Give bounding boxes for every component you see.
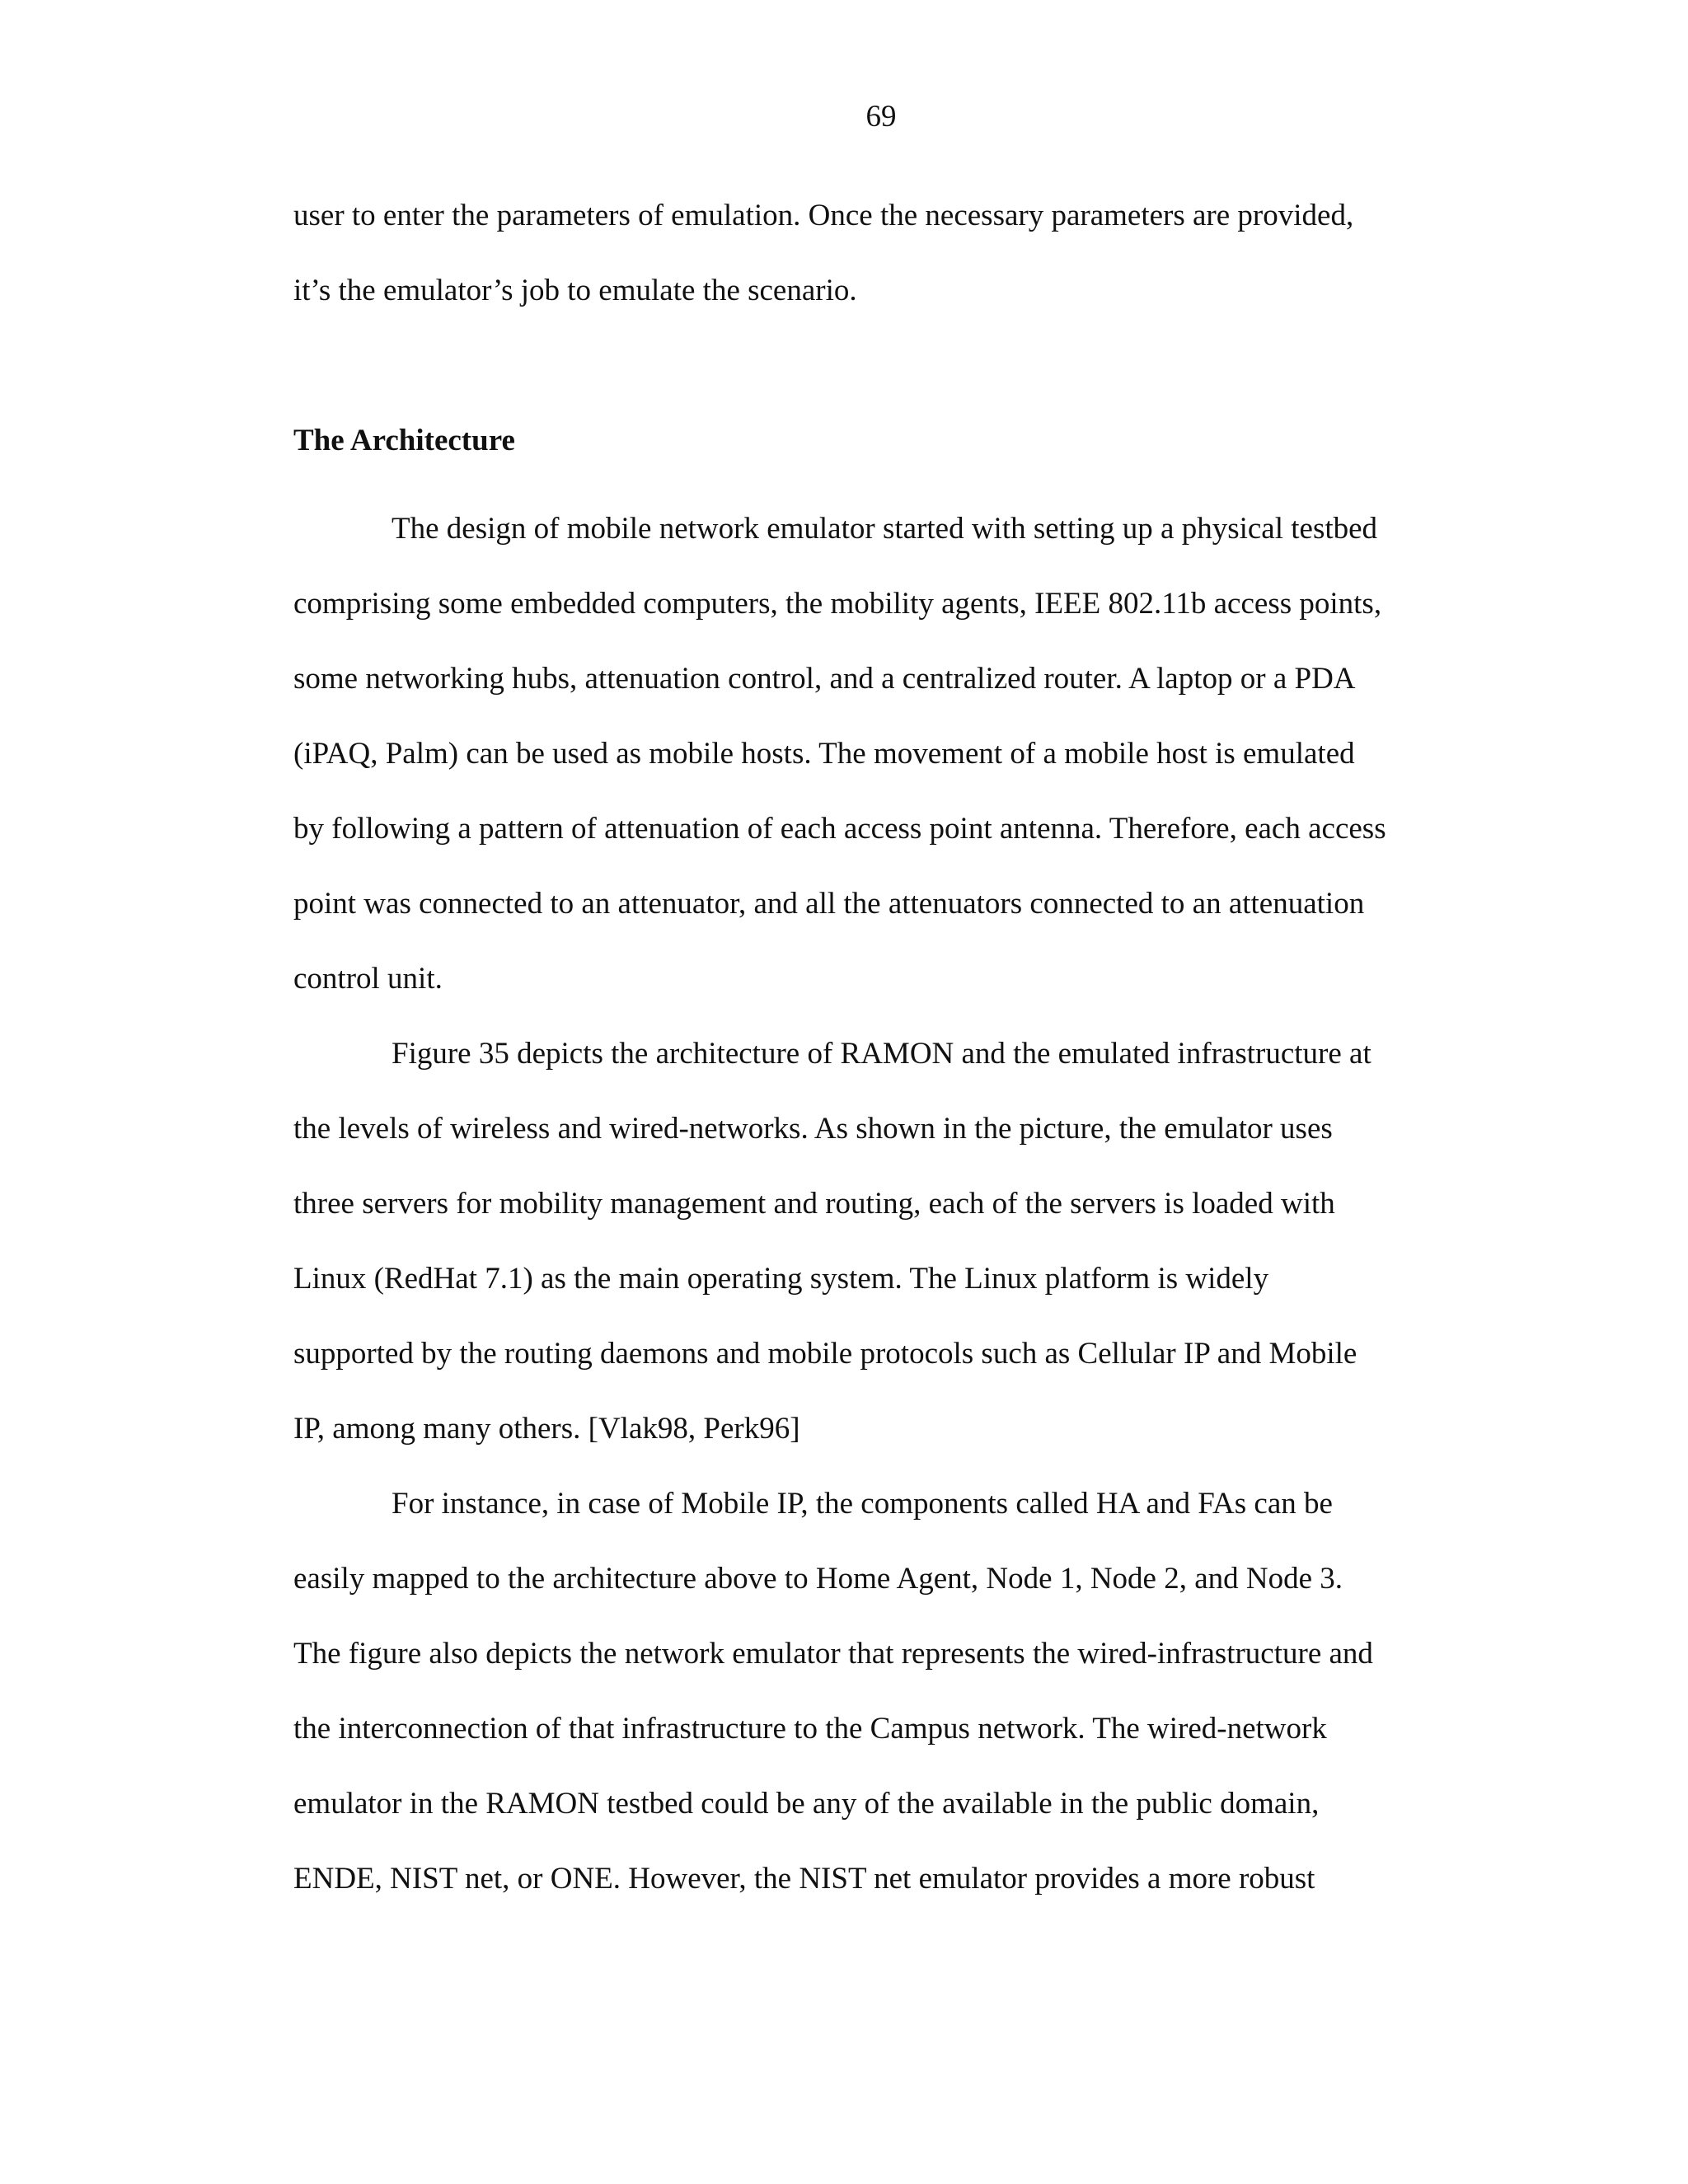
page-number: 69	[865, 100, 897, 134]
text-line: the interconnection of that infrastructure to the Campus network. The wired-network	[293, 1712, 1327, 1746]
section-heading: The Architecture	[293, 424, 515, 457]
text-line: ENDE, NIST net, or ONE. However, the NIST net emulator provides a more robust	[293, 1862, 1315, 1896]
text-line: by following a pattern of attenuation of each access point antenna. Therefore, each access	[293, 812, 1386, 846]
text-line: easily mapped to the architecture above to Home Agent, Node 1, Node 2, and Node 3.	[293, 1562, 1343, 1596]
text-line: some networking hubs, attenuation control, and a centralized router. A laptop or a PDA	[293, 662, 1356, 696]
text-line: IP, among many others. [Vlak98, Perk96]	[293, 1412, 800, 1446]
text-line: Figure 35 depicts the architecture of RAMON and the emulated infrastructure at	[392, 1037, 1372, 1071]
text-line: comprising some embedded computers, the mobility agents, IEEE 802.11b access points,	[293, 587, 1382, 621]
text-line: For instance, in case of Mobile IP, the components called HA and FAs can be	[392, 1487, 1333, 1521]
text-line: emulator in the RAMON testbed could be any of the available in the public domain,	[293, 1787, 1320, 1821]
text-line: the levels of wireless and wired-networks. As shown in the picture, the emulator uses	[293, 1112, 1333, 1146]
text-line: Linux (RedHat 7.1) as the main operating system. The Linux platform is widely	[293, 1262, 1269, 1296]
text-line: user to enter the parameters of emulation. Once the necessary parameters are provided,	[293, 199, 1354, 232]
text-line: The design of mobile network emulator started with setting up a physical testbed	[392, 512, 1378, 546]
text-line: three servers for mobility management and routing, each of the servers is loaded with	[293, 1187, 1335, 1221]
text-line: The figure also depicts the network emulator that represents the wired-infrastructure and	[293, 1637, 1373, 1671]
text-line: control unit.	[293, 962, 443, 996]
text-line: point was connected to an attenuator, and all the attenuators connected to an attenuation	[293, 887, 1365, 921]
text-line: it’s the emulator’s job to emulate the scenario.	[293, 274, 857, 307]
text-line: supported by the routing daemons and mobile protocols such as Cellular IP and Mobile	[293, 1337, 1357, 1371]
text-line: (iPAQ, Palm) can be used as mobile hosts. The movement of a mobile host is emulated	[293, 737, 1355, 771]
